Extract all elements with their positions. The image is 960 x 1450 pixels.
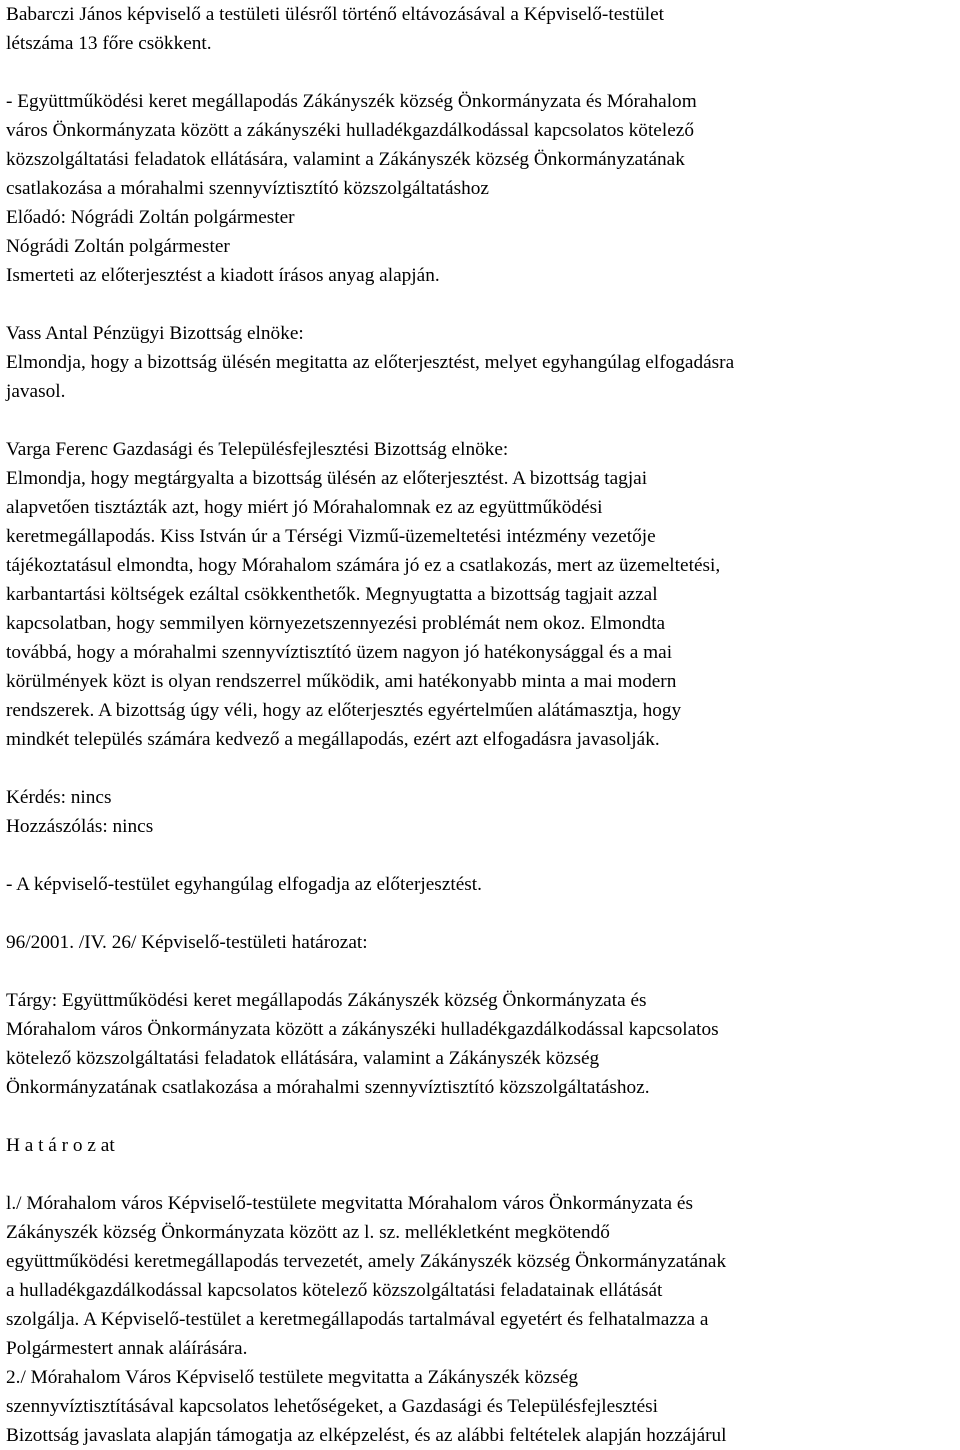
text-line: 96/2001. /IV. 26/ Képviselő-testületi határozat: (6, 932, 368, 953)
text-line: szennyvíztisztításával kapcsolatos lehetőségeket, a Gazdasági és Településfejlesztési (6, 1396, 659, 1417)
text-line: Vass Antal Pénzügyi Bizottság elnöke: (6, 323, 304, 344)
text-line: csatlakozása a mórahalmi szennyvíztisztító közszolgáltatáshoz (6, 178, 489, 199)
text-line: város Önkormányzata között a zákányszéki hulladékgazdálkodással kapcsolatos kötelező (6, 120, 694, 141)
text-line: javasol. (6, 381, 66, 402)
document-page (6, 0, 956, 1450)
text-line: Ismerteti az előterjesztést a kiadott írásos anyag alapján. (6, 265, 440, 286)
text-line: tájékoztatásul elmondta, hogy Mórahalom számára jó ez a csatlakozás, mert az üzemeltetési, (6, 555, 721, 576)
text-line: - Együttműködési keret megállapodás Zákányszék község Önkormányzata és Mórahalom (6, 91, 697, 112)
text-line: létszáma 13 főre csökkent. (6, 33, 212, 54)
blank-line (6, 58, 956, 87)
text-line: Bizottság javaslata alapján támogatja az elképzelést, és az alábbi feltételek alapján hozzájárul (6, 1425, 727, 1446)
text-line: Mórahalom város Önkormányzata között a zákányszéki hulladékgazdálkodással kapcsolatos (6, 1019, 719, 1040)
text-line: továbbá, hogy a mórahalmi szennyvíztisztító üzem nagyon jó hatékonysággal és a mai (6, 642, 673, 663)
blank-line (6, 841, 956, 870)
text-line: rendszerek. A bizottság úgy véli, hogy az előterjesztés egyértelműen alátámasztja, hogy (6, 700, 682, 721)
text-line: közszolgáltatási feladatok ellátására, valamint a Zákányszék község Önkormányzatának (6, 149, 685, 170)
text-line: Tárgy: Együttműködési keret megállapodás Zákányszék község Önkormányzata és (6, 990, 647, 1011)
text-line: kapcsolatban, hogy semmilyen környezetszennyezési problémát nem okoz. Elmondta (6, 613, 666, 634)
text-line: - A képviselő-testület egyhangúlag elfogadja az előterjesztést. (6, 874, 482, 895)
text-line: szolgálja. A Képviselő-testület a keretmegállapodás tartalmával egyetért és felhatalmazza a (6, 1309, 709, 1330)
text-line: kötelező közszolgáltatási feladatok ellátására, valamint a Zákányszék község (6, 1048, 600, 1069)
blank-line (6, 406, 956, 435)
text-line: Nógrádi Zoltán polgármester (6, 236, 230, 257)
text-line: Zákányszék község Önkormányzata között az l. sz. mellékletként megkötendő (6, 1222, 610, 1243)
text-line: Hozzászólás: nincs (6, 816, 154, 837)
text-line: Babarczi János képviselő a testületi ülésről történő eltávozásával a Képviselő-testület (6, 4, 665, 25)
blank-line (6, 899, 956, 928)
text-line: mindkét település számára kedvező a megállapodás, ezért azt elfogadásra javasolják. (6, 729, 660, 750)
blank-line (6, 1160, 956, 1189)
text-line: keretmegállapodás. Kiss István úr a Térségi Vizmű-üzemeltetési intézmény vezetője (6, 526, 656, 547)
text-line: Kérdés: nincs (6, 787, 112, 808)
text-line: 2./ Mórahalom Város Képviselő testülete megvitatta a Zákányszék község (6, 1367, 579, 1388)
text-line: Elmondja, hogy megtárgyalta a bizottság ülésén az előterjesztést. A bizottság tagjai (6, 468, 648, 489)
text-line: H a t á r o z at (6, 1135, 115, 1156)
text-line: körülmények közt is olyan rendszerrel működik, ami hatékonyabb minta a mai modern (6, 671, 677, 692)
text-line: l./ Mórahalom város Képviselő-testülete megvitatta Mórahalom város Önkormányzata és (6, 1193, 693, 1214)
text-line: Előadó: Nógrádi Zoltán polgármester (6, 207, 295, 228)
text-line: Varga Ferenc Gazdasági és Településfejlesztési Bizottság elnöke: (6, 439, 509, 460)
blank-line (6, 290, 956, 319)
blank-line (6, 754, 956, 783)
text-line: a hulladékgazdálkodással kapcsolatos kötelező közszolgáltatási feladatainak ellátását (6, 1280, 663, 1301)
text-line: együttműködési keretmegállapodás tervezetét, amely Zákányszék község Önkormányzatának (6, 1251, 727, 1272)
text-line: karbantartási költségek ezáltal csökkenthetők. Megnyugtatta a bizottság tagjait azzal (6, 584, 658, 605)
blank-line (6, 957, 956, 986)
text-line: alapvetően tisztázták azt, hogy miért jó Mórahalomnak ez az együttműködési (6, 497, 603, 518)
blank-line (6, 1102, 956, 1131)
text-line: Polgármestert annak aláírására. (6, 1338, 248, 1359)
text-line: Önkormányzatának csatlakozása a mórahalmi szennyvíztisztító közszolgáltatáshoz. (6, 1077, 650, 1098)
text-line: Elmondja, hogy a bizottság ülésén megitatta az előterjesztést, melyet egyhangúlag elfogadásra (6, 352, 735, 373)
